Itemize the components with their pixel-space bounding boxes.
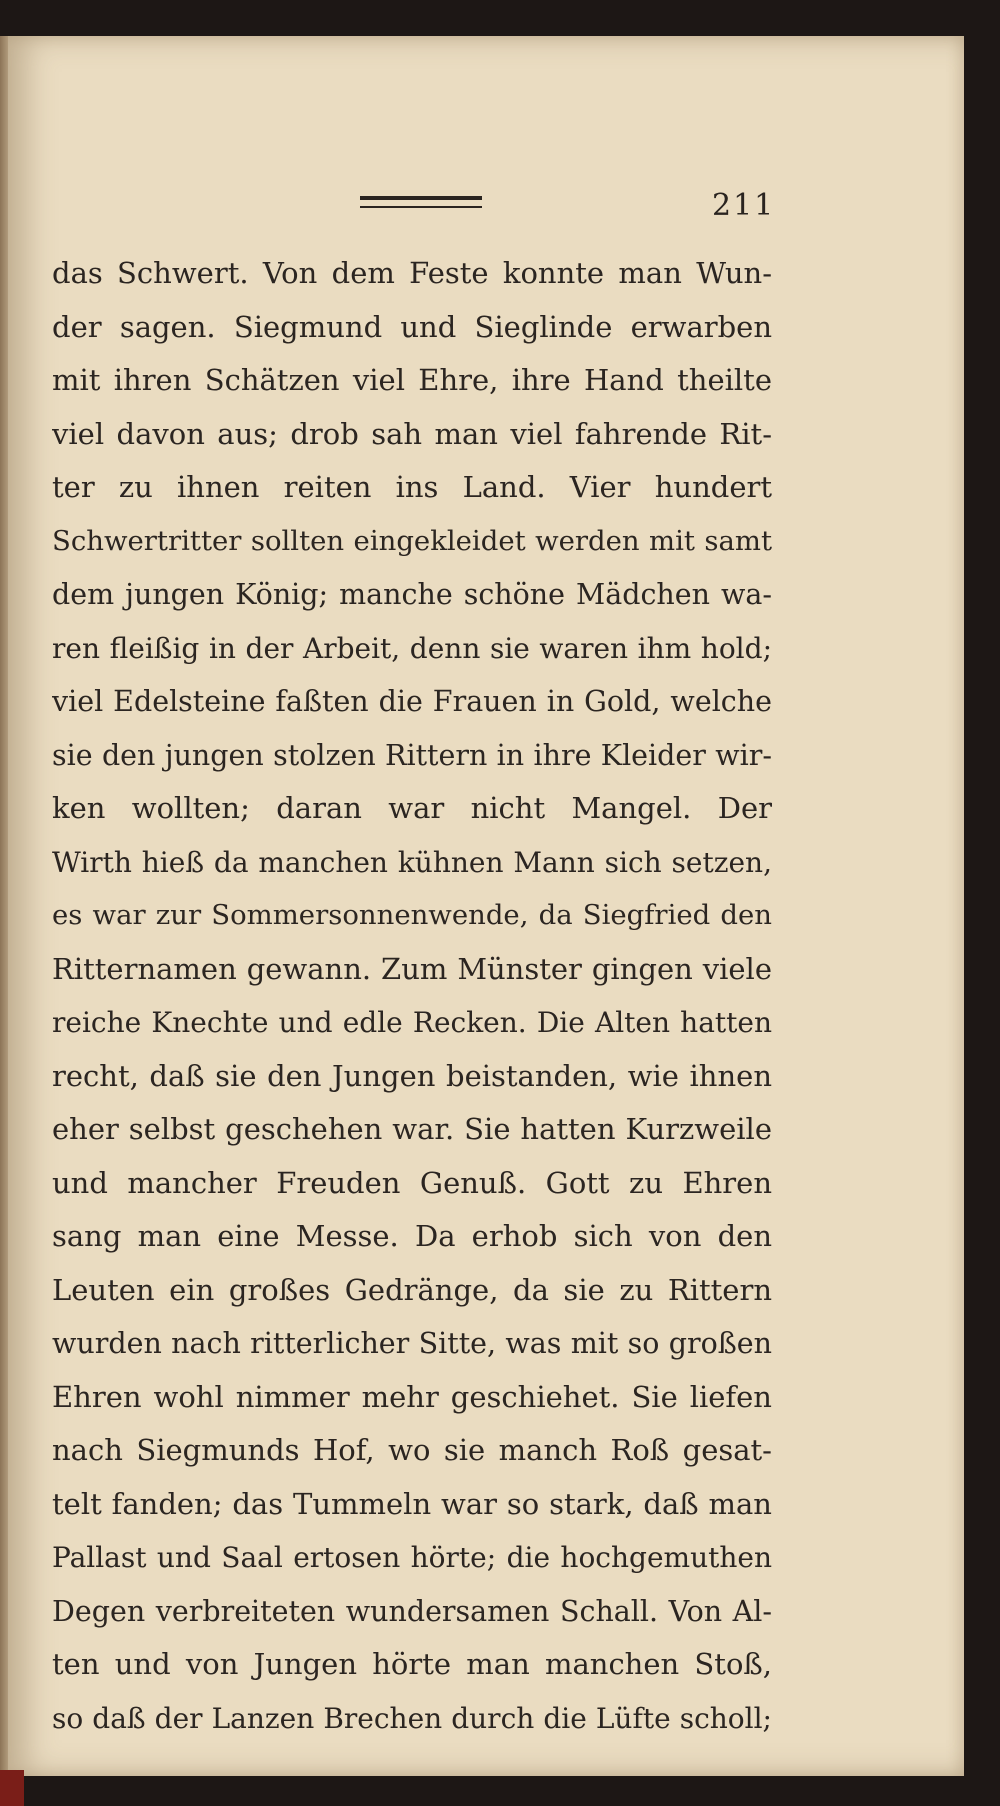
text-line: recht, daß sie den Jungen beistanden, wie ihnen: [52, 1058, 772, 1093]
text-line: Wirth hieß da manchen kühnen Mann sich setzen,: [52, 845, 772, 879]
text-line: dem jungen König; manche schöne Mädchen wa-: [52, 578, 772, 611]
text-line: ten und von Jungen hörte man manchen Stoß,: [52, 1647, 772, 1681]
text-line: wurden nach ritterlicher Sitte, was mit so großen: [52, 1327, 772, 1360]
text-line: Degen verbreiteten wundersamen Schall. Von Al-: [52, 1594, 772, 1628]
text-line: sang man eine Messe. Da erhob sich von den: [52, 1219, 772, 1253]
text-line: mit ihren Schätzen viel Ehre, ihre Hand theilte: [52, 363, 772, 397]
bookmark-ribbon: [0, 1770, 24, 1806]
text-line: Ehren wohl nimmer mehr geschiehet. Sie liefen: [52, 1379, 772, 1414]
text-line: es war zur Sommersonnenwende, da Siegfried den: [52, 899, 772, 931]
header-rule: [360, 196, 482, 208]
text-line: eher selbst geschehen war. Sie hatten Kurzweile: [52, 1112, 772, 1146]
text-line: sie den jungen stolzen Rittern in ihre Kleider wir-: [52, 738, 772, 772]
text-line: viel davon aus; drob sah man viel fahrende Rit-: [52, 416, 772, 451]
text-line: der sagen. Siegmund und Sieglinde erwarben: [52, 309, 772, 344]
text-line: ren fleißig in der Arbeit, denn sie waren ihm hold;: [52, 631, 772, 665]
text-line: viel Edelsteine faßten die Frauen in Gold, welche: [52, 685, 772, 718]
text-line: ter zu ihnen reiten ins Land. Vier hundert: [52, 470, 772, 504]
text-line: Leuten ein großes Gedränge, da sie zu Rittern: [52, 1272, 772, 1307]
text-line: telt fanden; das Tummeln war so stark, daß man: [52, 1486, 772, 1521]
text-line: Pallast und Saal ertosen hörte; die hochgemuthen: [52, 1541, 772, 1574]
text-line: ken wollten; daran war nicht Mangel. Der: [52, 791, 772, 825]
text-line: reiche Knechte und edle Recken. Die Alten hatten: [52, 1006, 772, 1039]
text-line: das Schwert. Von dem Feste konnte man Wun-: [52, 256, 772, 290]
text-line: und mancher Freuden Genuß. Gott zu Ehren: [52, 1165, 772, 1200]
text-line: nach Siegmunds Hof, wo sie manch Roß gesat-: [52, 1433, 772, 1467]
text-line: Ritternamen gewann. Zum Münster gingen viele: [52, 951, 772, 986]
page-number: 211: [712, 188, 776, 223]
page-text: [52, 247, 772, 1745]
text-line: Schwertritter sollten eingekleidet werden mit samt: [52, 524, 772, 557]
text-line: so daß der Lanzen Brechen durch die Lüfte scholl;: [52, 1701, 772, 1735]
